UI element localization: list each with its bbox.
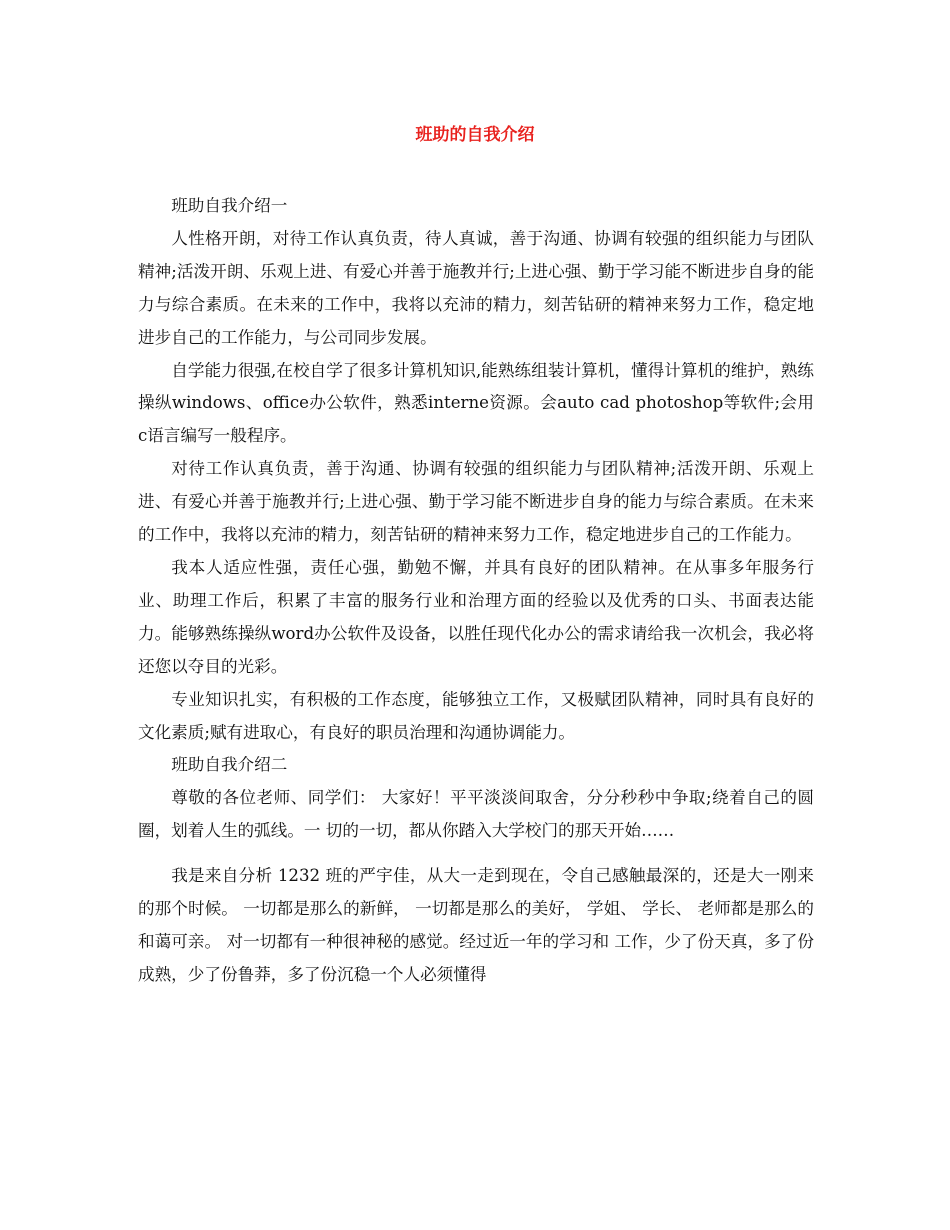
paragraph-self-study: 自学能力很强,在校自学了很多计算机知识,能熟练组装计算机，懂得计算机的维护，熟练操纵windows、office办公软件，熟悉interne资源。会auto cad photoshop等软件;会用c语言编写一般程序。 <box>138 360 814 446</box>
paragraph-personality: 人性格开朗，对待工作认真负责，待人真诚，善于沟通、协调有较强的组织能力与团队精神;活泼开朗、乐观上进、有爱心并善于施教并行;上进心强、勤于学习能不断进步自身的能力与综合素质。在未来的工作中，我将以充沛的精力，刻苦钻研的精神来努力工作，稳定地进步自己的工作能力，与公司同步发展。 <box>138 228 814 347</box>
section-heading-1: 班助自我介绍一 <box>171 196 288 215</box>
document-title: 班助的自我介绍 <box>415 125 535 145</box>
paragraph-professional-knowledge: 专业知识扎实，有积极的工作态度，能够独立工作，又极赋团队精神，同时具有良好的文化素质;赋有进取心，有良好的职员治理和沟通协调能力。 <box>138 689 814 742</box>
document-body <box>138 190 814 992</box>
paragraph-greeting: 尊敬的各位老师、同学们： 大家好！平平淡淡间取舍，分分秒秒中争取;绕着自己的圆圈，划着人生的弧线。一 切的一切，都从你踏入大学校门的那天开始…… <box>138 788 814 841</box>
paragraph-introduction: 我是来自分析 1232 班的严宇佳，从大一走到现在，令自己感触最深的，还是大一刚来的那个时候。 一切都是那么的新鲜， 一切都是那么的美好， 学姐、 学长、 老师都是那么的和蔼可亲。 对一切都有一种很神秘的感觉。经过近一年的学习和 工作，少了份天真，多了份成熟，少了份鲁莽，多了份沉稳一个人必须懂得 <box>138 866 815 984</box>
paragraph-work-attitude: 对待工作认真负责，善于沟通、协调有较强的组织能力与团队精神;活泼开朗、乐观上进、有爱心并善于施教并行;上进心强、勤于学习能不断进步自身的能力与综合素质。在未来的工作中，我将以充沛的精力，刻苦钻研的精神来努力工作，稳定地进步自己的工作能力。 <box>138 459 814 545</box>
paragraph-adaptability: 我本人适应性强，责任心强，勤勉不懈，并具有良好的团队精神。在从事多年服务行业、助理工作后，积累了丰富的服务行业和治理方面的经验以及优秀的口头、书面表达能力。能够熟练操纵word办公软件及设备，以胜任现代化办公的需求请给我一次机会，我必将还您以夺目的光彩。 <box>138 557 814 676</box>
section-heading-2: 班助自我介绍二 <box>171 755 288 775</box>
